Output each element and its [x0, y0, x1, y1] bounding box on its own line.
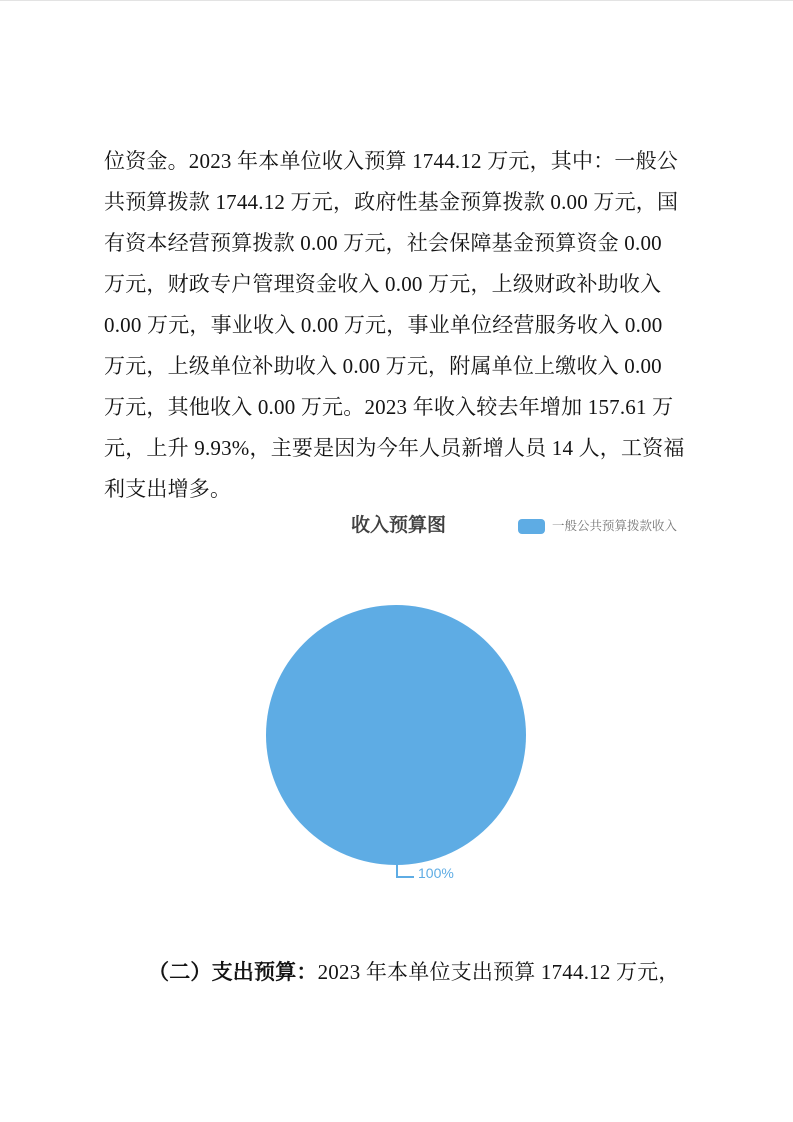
paragraph-line: 位资金。2023 年本单位收入预算 1744.12 万元，其中：一般公	[104, 149, 678, 173]
pie-percent-label: 100%	[418, 865, 454, 881]
paragraph-line: 0.00 万元，事业收入 0.00 万元，事业单位经营服务收入 0.00	[104, 313, 663, 337]
page-top-border	[0, 0, 793, 1]
chart-title: 收入预算图	[351, 515, 447, 536]
paragraph-line: 元，上升 9.93%，主要是因为今年人员新增人员 14 人，工资福	[104, 436, 685, 460]
paragraph-line: 共预算拨款 1744.12 万元，政府性基金预算拨款 0.00 万元，国	[104, 190, 679, 214]
pie-chart-slice	[266, 605, 526, 865]
chart-legend	[518, 518, 677, 535]
expenditure-paragraph	[104, 952, 724, 993]
legend-label: 一般公共预算拨款收入	[552, 519, 678, 533]
expenditure-heading: （二）支出预算：	[148, 960, 318, 984]
paragraph-line: 利支出增多。	[104, 477, 232, 501]
paragraph-line: 万元，其他收入 0.00 万元。2023 年收入较去年增加 157.61 万	[104, 395, 674, 419]
paragraph-line: 有资本经营预算拨款 0.00 万元，社会保障基金预算资金 0.00	[104, 231, 662, 255]
income-budget-paragraph	[104, 141, 704, 510]
pie-label-leader-line	[396, 861, 414, 878]
expenditure-text: 2023 年本单位支出预算 1744.12 万元，	[317, 960, 680, 984]
paragraph-line: 万元，上级单位补助收入 0.00 万元，附属单位上缴收入 0.00	[104, 354, 662, 378]
legend-swatch-icon	[518, 519, 545, 534]
paragraph-line: 万元，财政专户管理资金收入 0.00 万元，上级财政补助收入	[104, 272, 662, 296]
